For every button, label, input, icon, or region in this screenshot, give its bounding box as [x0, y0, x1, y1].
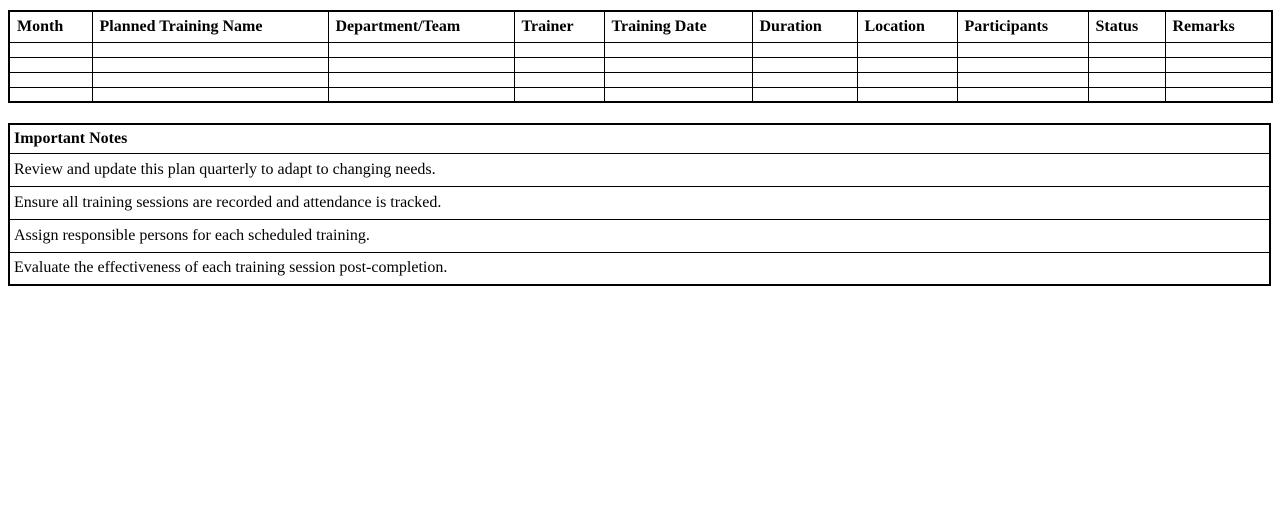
empty-cell — [957, 72, 1088, 87]
column-header-participants: Participants — [957, 11, 1088, 42]
empty-cell — [1088, 87, 1165, 102]
empty-cell — [752, 72, 857, 87]
empty-table-row — [9, 72, 1272, 87]
empty-cell — [957, 57, 1088, 72]
empty-cell — [514, 72, 604, 87]
training-table-header-row — [9, 11, 1272, 42]
empty-cell — [92, 42, 328, 57]
column-header-department-team: Department/Team — [328, 11, 514, 42]
column-header-location: Location — [857, 11, 957, 42]
empty-table-row — [9, 87, 1272, 102]
empty-cell — [1165, 57, 1272, 72]
note-text: Ensure all training sessions are recorded and attendance is tracked. — [9, 186, 1270, 219]
note-text: Review and update this plan quarterly to adapt to changing needs. — [9, 153, 1270, 186]
empty-cell — [514, 87, 604, 102]
empty-cell — [604, 72, 752, 87]
empty-cell — [1165, 87, 1272, 102]
empty-cell — [92, 72, 328, 87]
empty-cell — [328, 42, 514, 57]
column-header-remarks: Remarks — [1165, 11, 1272, 42]
empty-cell — [328, 72, 514, 87]
empty-cell — [92, 57, 328, 72]
empty-cell — [1165, 42, 1272, 57]
note-text: Evaluate the effectiveness of each training session post-completion. — [9, 252, 1270, 285]
empty-cell — [604, 87, 752, 102]
empty-cell — [9, 87, 92, 102]
empty-cell — [514, 57, 604, 72]
empty-cell — [1088, 42, 1165, 57]
empty-cell — [857, 72, 957, 87]
important-notes-table — [8, 123, 1271, 286]
note-text: Assign responsible persons for each scheduled training. — [9, 219, 1270, 252]
empty-cell — [752, 42, 857, 57]
empty-cell — [1088, 57, 1165, 72]
empty-cell — [1165, 72, 1272, 87]
empty-cell — [957, 87, 1088, 102]
notes-title: Important Notes — [9, 124, 1270, 153]
empty-cell — [9, 42, 92, 57]
column-header-trainer: Trainer — [514, 11, 604, 42]
note-row — [9, 153, 1270, 186]
empty-cell — [9, 57, 92, 72]
empty-cell — [328, 87, 514, 102]
empty-cell — [957, 42, 1088, 57]
note-row — [9, 186, 1270, 219]
empty-cell — [604, 42, 752, 57]
empty-cell — [9, 72, 92, 87]
notes-title-row — [9, 124, 1270, 153]
empty-table-row — [9, 57, 1272, 72]
column-header-duration: Duration — [752, 11, 857, 42]
note-row — [9, 252, 1270, 285]
column-header-status: Status — [1088, 11, 1165, 42]
column-header-planned-training-name: Planned Training Name — [92, 11, 328, 42]
column-header-training-date: Training Date — [604, 11, 752, 42]
empty-cell — [514, 42, 604, 57]
empty-cell — [857, 57, 957, 72]
empty-cell — [752, 57, 857, 72]
empty-cell — [328, 57, 514, 72]
empty-cell — [92, 87, 328, 102]
note-row — [9, 219, 1270, 252]
empty-cell — [857, 42, 957, 57]
training-plan-table — [8, 10, 1273, 103]
empty-cell — [604, 57, 752, 72]
column-header-month: Month — [9, 11, 92, 42]
empty-table-row — [9, 42, 1272, 57]
empty-cell — [1088, 72, 1165, 87]
empty-cell — [752, 87, 857, 102]
empty-cell — [857, 87, 957, 102]
